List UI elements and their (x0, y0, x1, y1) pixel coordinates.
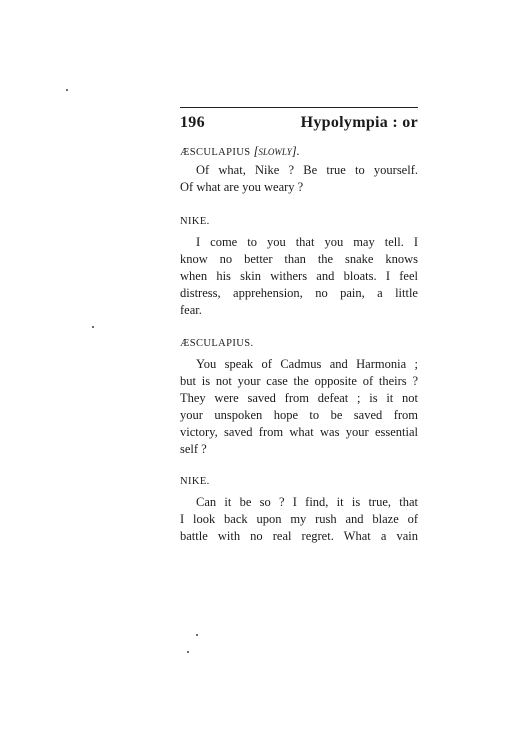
dialogue-paragraph (180, 356, 418, 458)
speaker-name (180, 216, 210, 227)
speaker-label: NIKE. (180, 216, 210, 227)
text-line: when his skin withers and bloats. I feel (180, 269, 418, 283)
text-line: I look back upon my rush and blaze of (180, 512, 418, 526)
text-line: Of what, Nike ? Be true to yourself. (196, 163, 418, 177)
speaker-label: ÆSCULAPIUS. (180, 338, 254, 349)
dialogue-paragraph (180, 234, 418, 319)
text-line: I come to you that you may tell. I (196, 235, 418, 249)
speaker-label: NIKE. (180, 476, 210, 487)
speaker-name (180, 144, 300, 159)
speaker-name (180, 338, 254, 349)
page-number: 196 (180, 114, 205, 131)
text-line: fear. (180, 303, 202, 317)
header-rule (180, 107, 418, 108)
text-line: You speak of Cadmus and Harmonia ; (196, 357, 418, 371)
scan-speck (92, 326, 94, 328)
text-line: know no better than the snake knows (180, 252, 418, 266)
text-line: but is not your case the opposite of theirs ? (180, 374, 418, 388)
speaker-label: ÆSCULAPIUS (180, 147, 251, 158)
dialogue-paragraph (180, 162, 418, 196)
running-title: Hypolympia : or (300, 114, 418, 131)
text-line: your unspoken hope to be saved from (180, 408, 418, 422)
scan-speck (196, 634, 198, 636)
speaker-name (180, 476, 210, 487)
dialogue-paragraph (180, 494, 418, 545)
scan-speck (187, 651, 189, 653)
stage-direction: [slowly]. (253, 144, 300, 158)
scan-speck (66, 89, 68, 91)
text-line: self ? (180, 442, 207, 456)
text-line: They were saved from defeat ; is it not (180, 391, 418, 405)
page-header (180, 114, 418, 136)
text-line: battle with no real regret. What a vain (180, 529, 418, 543)
text-line: distress, apprehension, no pain, a little (180, 286, 418, 300)
text-line: Of what are you weary ? (180, 180, 304, 194)
text-line: Can it be so ? I find, it is true, that (196, 495, 418, 509)
text-line: victory, saved from what was your essential (180, 425, 418, 439)
